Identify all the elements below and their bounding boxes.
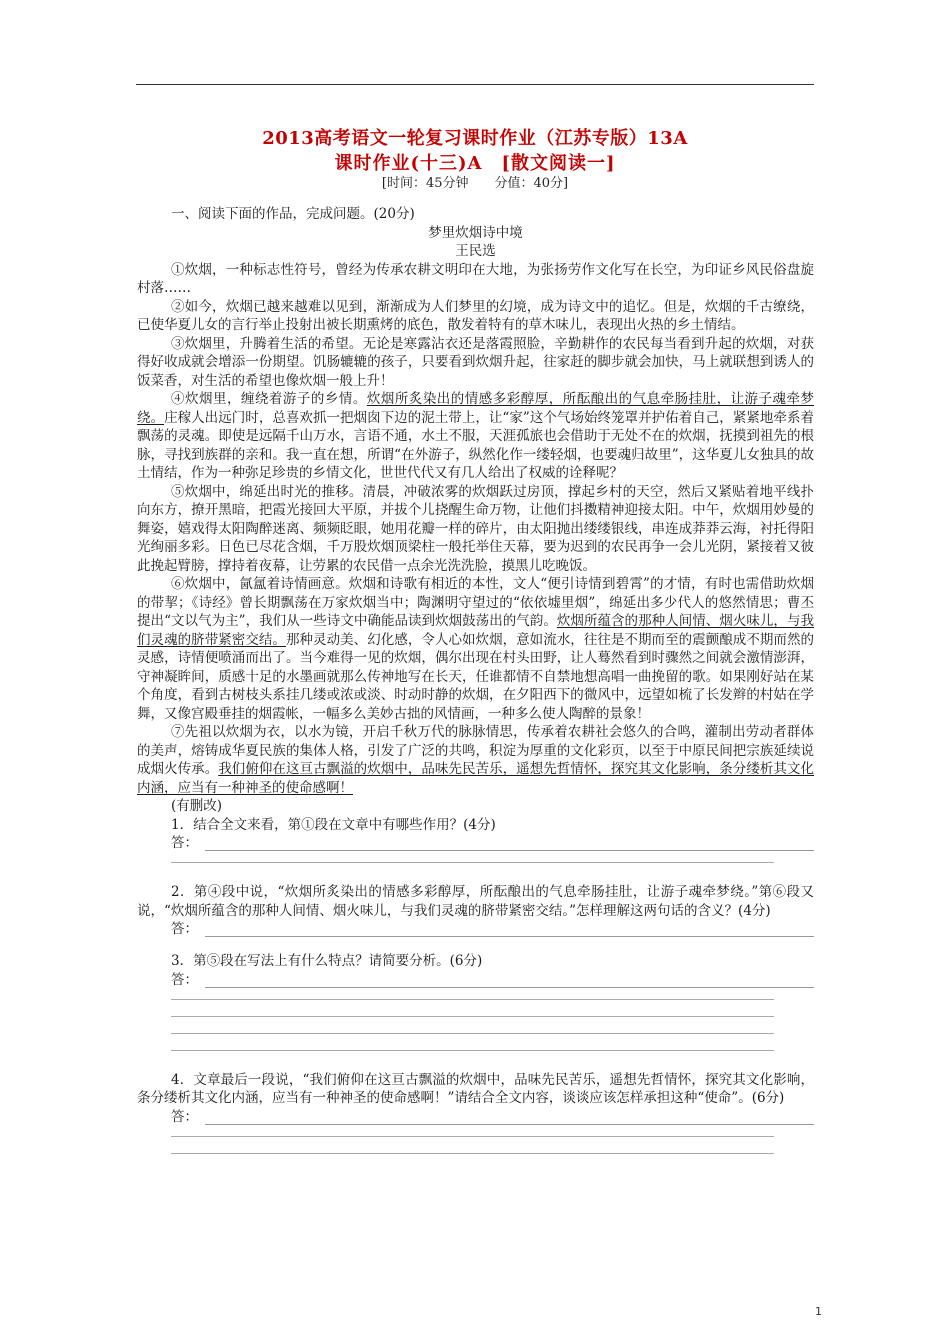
answer-row-4[interactable] — [137, 1108, 814, 1126]
document-title: 2013高考语文一轮复习课时作业（江苏专版）13A — [262, 128, 688, 149]
answer-line — [205, 1124, 814, 1125]
paragraph-5: ⑤炊烟中，绵延出时光的推移。清晨，冲破浓雾的炊烟跃过房顶，撑起乡村的天空，然后又紧贴着地平线扑向东方，撩开黑暗，把霞光接回大平原，并拔个儿挠醒生命万物，让他们抖擞精神迎接太阳。中午，炊烟用妙曼的舞姿，嬉戏得太阳陶醉迷离、频频眨眼，她用花瓣一样的碎片，由太阳抛出缕缕银线，串连成莽莽云海，衬托得阳光绚丽多彩。日色已尽花含烟，千万股炊烟顶梁柱一般托举住天幕，要为迟到的农民再争一会儿光阴，紧接着又彼此挽起臂膀，撑持着夜幕，让劳累的农民借一点余光洗洗脸，摸黑儿吃晚饭。 — [137, 483, 814, 574]
answer-line — [205, 987, 814, 988]
answer-blank-line[interactable] — [137, 1023, 814, 1040]
question-2: 2．第④段中说，“炊烟所炙染出的情感多彩醇厚，所酝酿出的气息牵肠挂肚，让游子魂牵梦绕。”第⑥段又说，“炊烟所蕴含的那种人间情、烟火味儿，与我们灵魂的脐带紧密交结。”怎样理解这两句话的含义？(4分) — [137, 884, 814, 919]
paragraph-2: ②如今，炊烟已越来越难以见到，渐渐成为人们梦里的幻境，成为诗文中的追忆。但是，炊烟的千古缭绕，已使华夏儿女的言行举止投射出被长期熏烤的底色，散发着特有的草木味儿，表现出火热的乡土情结。 — [137, 298, 814, 333]
edit-note: (有删改) — [171, 798, 223, 814]
paragraph-6-underlined: 炊烟所蕴含的那种人间情、烟火味儿，与我们灵魂的脐带紧密交结。 — [137, 613, 814, 648]
answer-label: 答： — [171, 835, 198, 851]
question-4: 4．文章最后一段说，“我们俯仰在这亘古飘溢的炊烟中，品味先民苦乐，遥想先哲情怀，探究其文化影响，条分缕析其文化内涵，应当有一种神圣的使命感啊！”请结合全文内容，谈谈应该怎样承担这种“使命”。(6分) — [137, 1071, 814, 1106]
answer-blank-line[interactable] — [137, 1040, 814, 1057]
section-heading: 一、阅读下面的作品，完成问题。(20分) — [171, 206, 415, 222]
paragraph-4-underlined: 炊烟所炙染出的情感多彩醇厚，所酝酿出的气息牵肠挂肚，让游子魂牵梦绕。 — [137, 391, 815, 426]
essay-title: 梦里炊烟诗中境 — [428, 224, 523, 241]
paragraph-6-rest: 那种灵动美、幻化感，令人心如炊烟，意如流水，往往是不期而至的震颤酿成不期而然的灵感，诗情便喷涌而出了。当今难得一见的炊烟，偶尔出现在村头田野，让人蓦然看到时骤然之间就会激情澎湃，守神凝眸间，质感十足的水墨画就那么传神地写在长天，任谁都情不自禁地想高唱一曲挽留的歌。如果刚好站在某个角度，看到古树枝头系挂几缕或浓或淡、时动时静的炊烟，在夕阳西下的微风中，远望如梳了长发辫的村姑在学舞，又像宫殿垂挂的烟霞帐，一幅多么美妙古拙的风情画，一种多么使人陶醉的景象！ — [137, 631, 815, 722]
document-body — [137, 205, 814, 1160]
answer-blank-line[interactable] — [137, 1006, 814, 1023]
paragraph-6-lead: ⑥炊烟中，氤氲着诗情画意。炊烟和诗歌有相近的本性，文人“便引诗情到碧霄”的才情，有时也需借助炊烟的带挈；《诗经》曾长期飘荡在万家炊烟当中；陶渊明守望过的“依依墟里烟”，绵延出多少代人的悠然情思；曹丕提出“文以气为主”，我们从一些诗文中确能品读到炊烟鼓荡出的气韵。 — [137, 576, 814, 629]
header-rule — [136, 84, 814, 85]
answer-row-1[interactable] — [137, 834, 814, 852]
answer-blank-line[interactable] — [137, 852, 814, 869]
page-number: 1 — [815, 1305, 822, 1318]
time-score-info: [时间：45分钟 分值：40分] — [381, 176, 569, 191]
answer-blank-line[interactable] — [137, 1126, 814, 1143]
paragraph-1: ①炊烟，一种标志性符号，曾经为传承农耕文明印在大地，为张扬劳作文化写在长空，为印证乡风民俗盘旋村落…… — [137, 261, 814, 296]
answer-blank-line[interactable] — [137, 989, 814, 1006]
paragraph-6 — [137, 575, 814, 723]
answer-line — [205, 850, 814, 851]
paragraph-7-lead: ⑦先祖以炊烟为衣，以水为镜，开启千秋万代的脉脉情思，传承着农耕社会悠久的合鸣，灌制出劳动者群体的美声，熔铸成华夏民族的集体人格，引发了广泛的共鸣，积淀为厚重的文化彩页，以至于中原民间把宗族延续说成烟火传承。 — [137, 724, 814, 777]
paragraph-4-rest: 庄稼人出远门时，总喜欢抓一把烟囱下边的泥土带上，让“家”这个气场始终笼罩并护佑着自己，紧紧地牵系着飘荡的灵魂。即使是远隔千山万水，言语不通，水土不服，天涯孤旅也会借助于无处不在的炊烟，抚摸到祖先的根脉，寻找到族群的亲和。我一直在想，所谓“在外游子，纵然化作一缕轻烟，也要魂归故里”，这华夏儿女独具的故土情结，作为一种弥足珍贵的乡情文化，世世代代又有几人给出了权威的诠释呢？ — [137, 409, 814, 481]
answer-row-2[interactable] — [137, 920, 814, 938]
answer-blank-line[interactable] — [137, 1143, 814, 1160]
answer-line — [205, 936, 814, 937]
question-3: 3．第⑤段在写法上有什么特点？请简要分析。(6分) — [171, 953, 483, 969]
answer-row-3[interactable] — [137, 971, 814, 989]
paragraph-4-lead: ④炊烟里，缠绕着游子的乡情。 — [171, 391, 367, 407]
essay-author: 王民选 — [455, 243, 496, 259]
paragraph-4 — [137, 390, 814, 483]
question-1: 1．结合全文来看，第①段在文章中有哪些作用？(4分) — [171, 816, 496, 833]
paragraph-7 — [137, 723, 814, 797]
answer-label: 答： — [171, 1108, 198, 1125]
document-subtitle: 课时作业(十三)A [散文阅读一] — [334, 153, 616, 174]
answer-label: 答： — [171, 971, 198, 988]
paragraph-7-underlined: 我们俯仰在这亘古飘溢的炊烟中，品味先民苦乐，遥想先哲情怀，探究其文化影响，条分缕析其文化内涵，应当有一种神圣的使命感啊！ — [137, 761, 815, 796]
answer-label: 答： — [171, 921, 198, 937]
paragraph-3: ③炊烟里，升腾着生活的希望。无论是寒露沾衣还是落霞照脸，辛勤耕作的农民每当看到升起的炊烟，对获得好收成就会增添一份期望。饥肠辘辘的孩子，只要看到炊烟升起，往家赶的脚步就会加快，马上就联想到诱人的饭菜香，对生活的希望也像炊烟一般上升！ — [137, 335, 814, 389]
